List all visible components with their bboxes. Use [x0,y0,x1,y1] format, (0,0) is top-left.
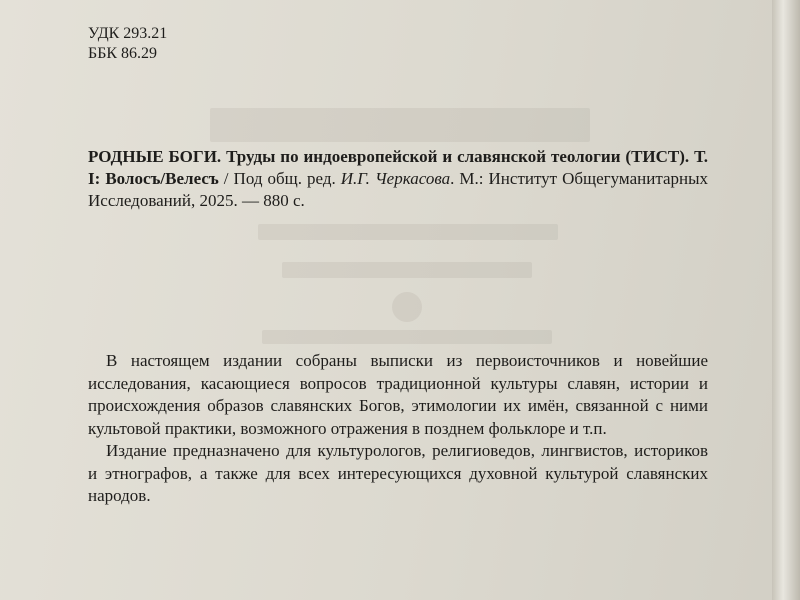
editor-prefix: / Под общ. ред. [218,169,341,188]
show-through-subtitle-line-2 [282,262,532,278]
abstract [88,350,708,508]
show-through-subtitle-line-1 [258,224,558,240]
show-through-title [210,108,590,142]
book-page-edge [772,0,800,600]
abstract-paragraph: Издание предназначено для культурологов, религиоведов, лингвистов, историков и этнографов, а также для всех интересующихся духовной культурой славянских народов. [88,441,708,505]
book-title: РОДНЫЕ БОГИ. Труды по индоевропейской и славянской теологии (ТИСТ). Т. I: [88,147,708,188]
publication-info: . М.: Институт Общегуманитарных Исследований, 2025. — 880 с. [88,169,709,210]
udk-code: УДК 293.21 [88,25,168,42]
bibliographic-record [88,146,708,212]
bbk-code: ББК 86.29 [88,45,158,62]
abstract-paragraph: В настоящем издании собраны выписки из первоисточников и новейшие исследования, касающиеся вопросов традиционной культуры славян, истории и происхождения образов славянских Богов, этимологии их имён, связанной с ними культовой практики, возможного отражения в позднем фольклоре и т.п. [88,351,708,438]
show-through-volume-line [262,330,552,344]
volume-title: Волосъ/Велесъ [105,169,219,188]
editor-name: И.Г. Черкасова [340,169,451,188]
show-through-ornament [392,292,422,322]
